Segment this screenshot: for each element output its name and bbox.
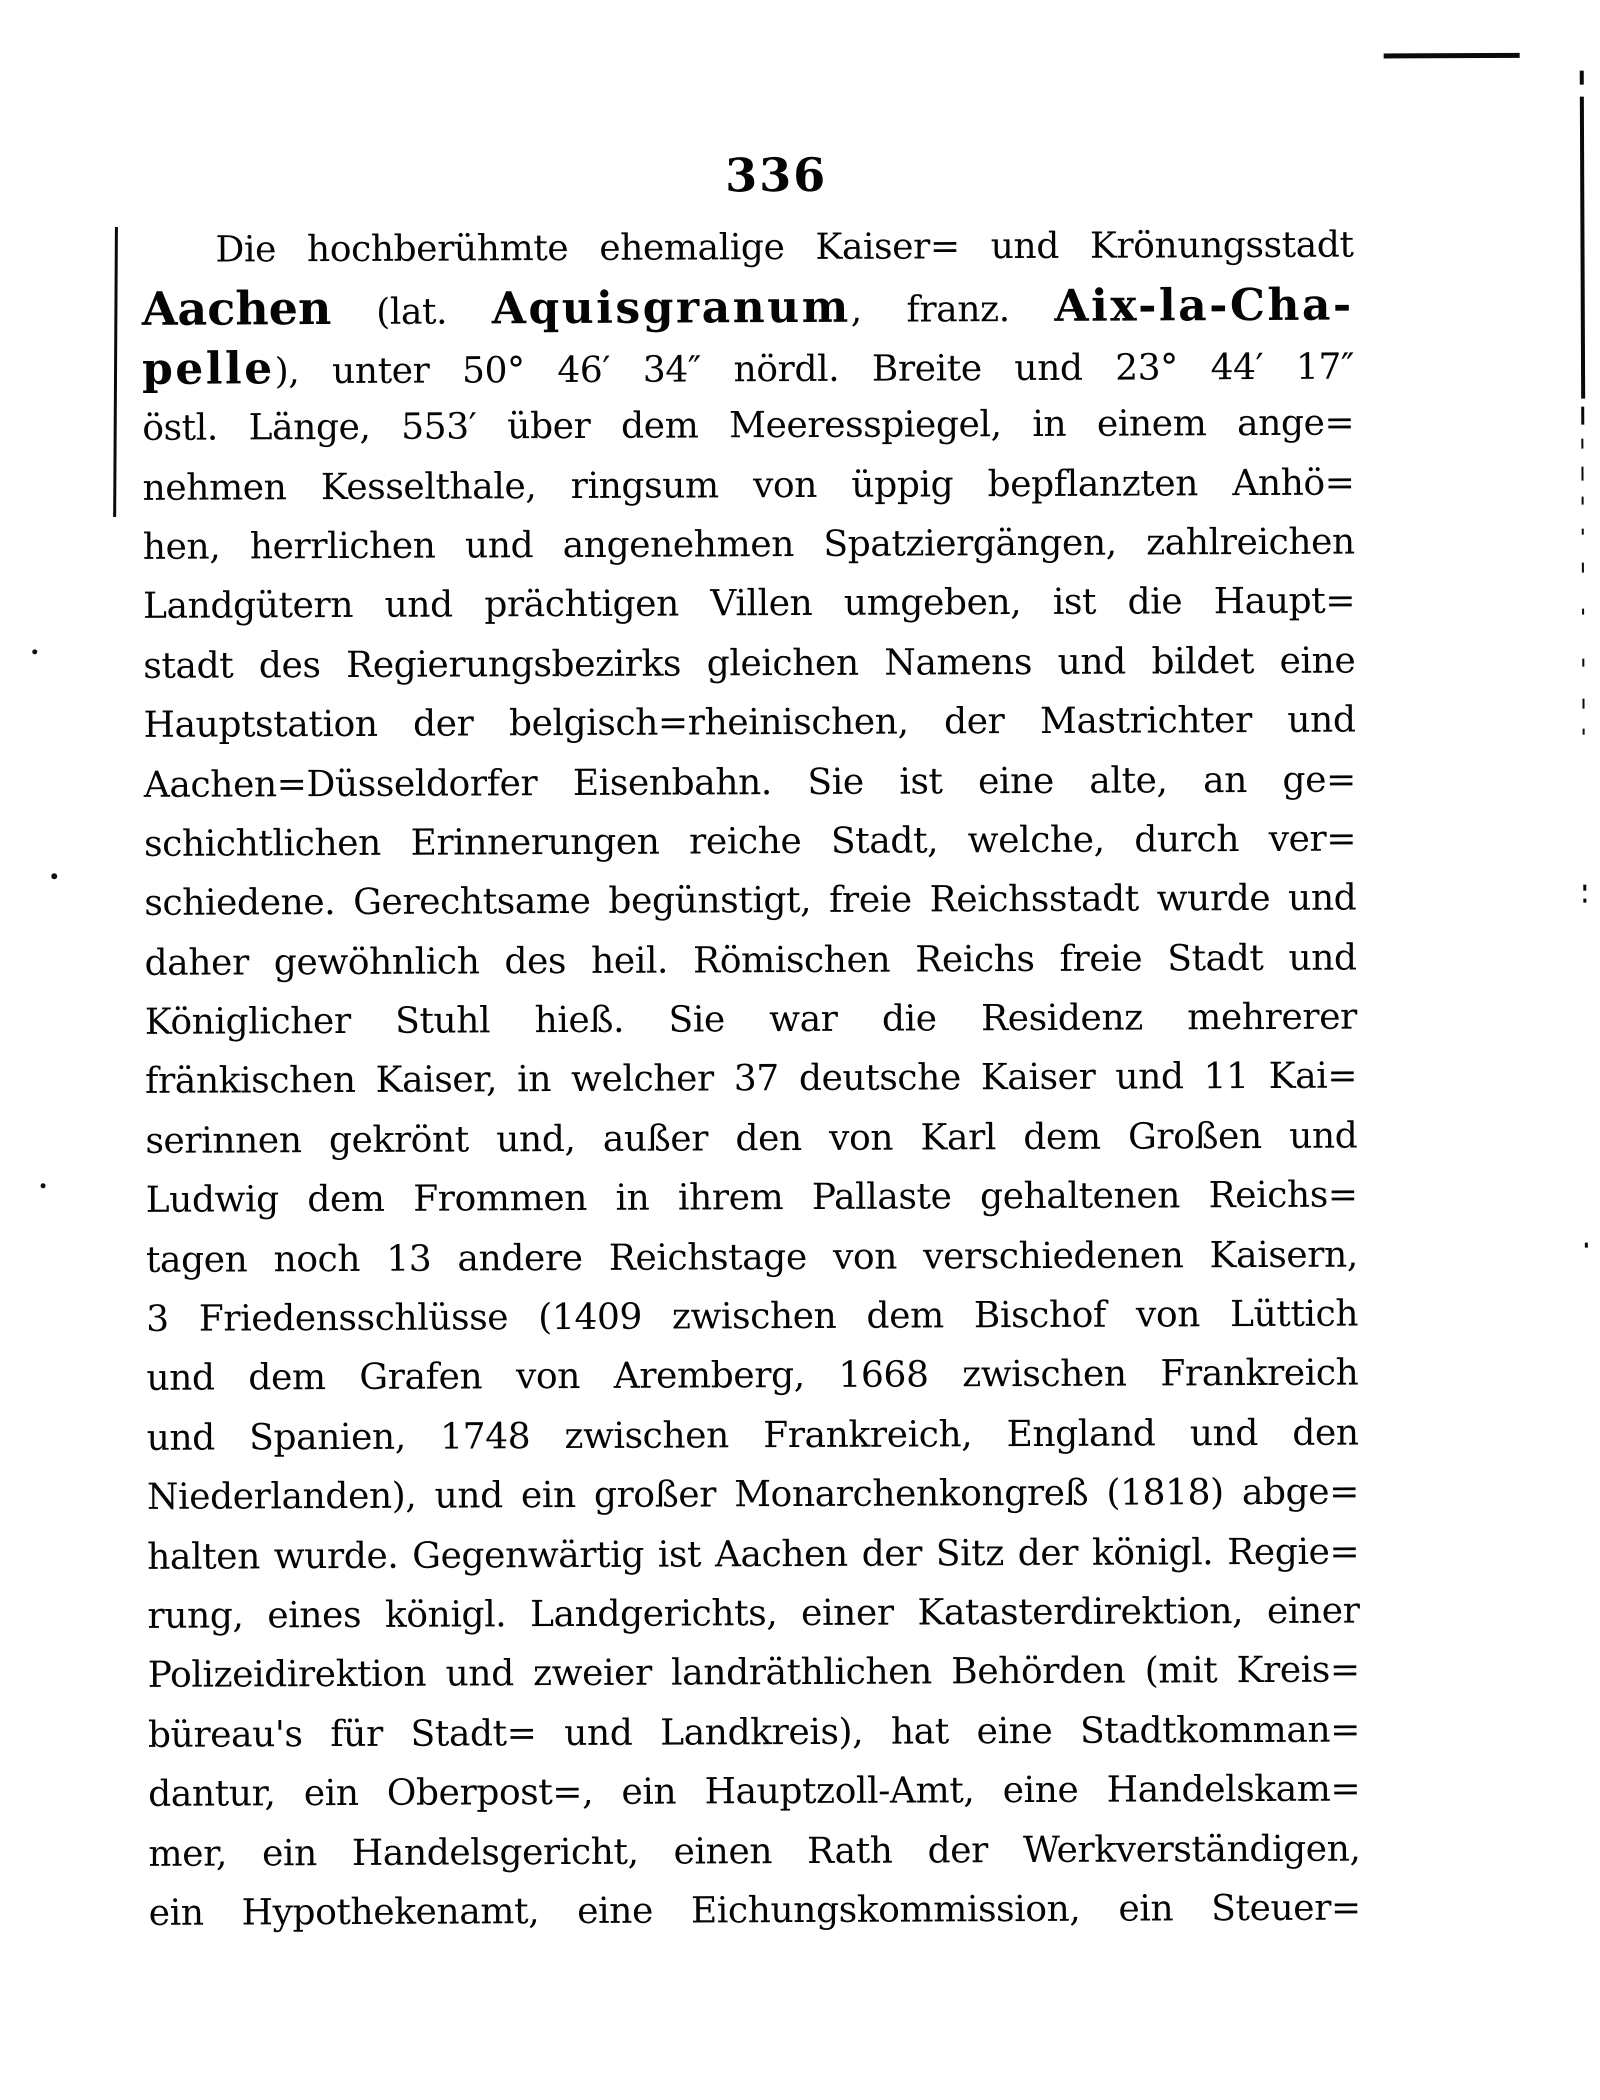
right-edge-streak	[1582, 529, 1584, 535]
text-segment: mer, ein Handelsgericht, einen Rath der Werkverständigen,	[148, 1828, 1361, 1875]
text-segment: halten wurde. Gegenwärtig ist Aachen der Sitz der königl. Regie=	[147, 1531, 1360, 1578]
right-edge-streak	[1583, 899, 1586, 903]
text-segment: Die hochberühmte ehemalige Kaiser= und Krönungsstadt	[215, 224, 1354, 271]
text-segment: Landgütern und prächtigen Villen umgeben, ist die Haupt=	[142, 580, 1356, 628]
text-segment: pelle	[141, 343, 275, 395]
right-edge-streak	[1582, 659, 1584, 667]
text-segment: büreau's für Stadt= und Landkreis), hat eine Stadtkomman=	[147, 1709, 1361, 1756]
text-segment: nehmen Kesselthale, ringsum von üppig bepflanzten Anhö=	[142, 462, 1355, 509]
text-line	[142, 453, 1354, 518]
right-edge-streak	[1582, 609, 1584, 615]
text-segment: 3 Friedensschlüsse (1409 zwischen dem Bischof von Lüttich	[146, 1293, 1359, 1340]
text-segment: rung, eines königl. Landgerichts, einer Katasterdirektion, einer	[147, 1590, 1360, 1637]
text-segment: hen, herrlichen und angenehmen Spatziergängen, zahlreichen	[142, 521, 1355, 568]
paper-speck	[32, 649, 37, 654]
right-edge-streak	[1582, 497, 1584, 505]
text-line	[148, 1819, 1360, 1884]
text-block	[141, 216, 1361, 1944]
text-line	[142, 334, 1354, 399]
text-line	[144, 809, 1356, 874]
text-segment: fränkischen Kaiser, in welcher 37 deutsche Kaiser und 11 Kai=	[145, 1056, 1358, 1103]
text-segment: Niederlanden), und ein großer Monarchenkongreß (1818) abge=	[146, 1471, 1360, 1519]
text-segment: schichtlichen Erinnerungen reiche Stadt, welche, durch ver=	[144, 818, 1357, 865]
paper-speck	[41, 1183, 46, 1188]
text-segment: östl. Länge, 553′ über dem Meeresspiegel, in einem ange=	[142, 402, 1355, 450]
text-line	[146, 1166, 1358, 1231]
right-edge-streak	[1585, 1243, 1588, 1248]
text-line	[146, 1344, 1358, 1409]
page-number: 336	[725, 147, 828, 203]
text-line	[148, 1760, 1360, 1825]
text-segment: tagen noch 13 andere Reichstage von verschiedenen Kaisern,	[145, 1234, 1358, 1281]
right-edge-streak	[1581, 439, 1583, 449]
right-edge-streak	[1583, 885, 1586, 891]
text-line	[149, 1878, 1361, 1943]
text-segment: Königlicher Stuhl hieß. Sie war die Residenz mehrerer	[144, 996, 1357, 1043]
text-line	[147, 1403, 1359, 1468]
text-segment: serinnen gekrönt und, außer den von Karl dem Großen und	[145, 1115, 1358, 1162]
text-segment: Aachen	[141, 281, 332, 337]
text-line	[142, 275, 1354, 340]
text-segment: ), unter 50° 46′ 34″ nördl. Breite und 23° 44′ 17″	[274, 346, 1355, 393]
top-right-rule-mark	[1384, 53, 1520, 59]
text-line	[147, 1463, 1359, 1528]
text-segment: Ludwig dem Frommen in ihrem Pallaste gehaltenen Reichs=	[145, 1174, 1358, 1222]
right-edge-streak	[1582, 699, 1584, 709]
text-line	[144, 750, 1356, 815]
text-line	[144, 869, 1356, 934]
text-segment: stadt des Regierungsbezirks gleichen Namens und bildet eine	[143, 640, 1356, 687]
text-segment: , franz.	[850, 289, 1055, 332]
text-line	[148, 1641, 1360, 1706]
right-edge-streak	[1580, 97, 1585, 399]
text-line	[145, 988, 1357, 1053]
text-line	[143, 513, 1355, 578]
text-segment: Hauptstation der belgisch=rheinischen, der Mastrichter und	[143, 699, 1356, 746]
text-line	[148, 1700, 1360, 1765]
text-line	[146, 1225, 1358, 1290]
text-segment: Aix-la-Cha-	[1054, 279, 1354, 333]
text-segment: und Spanien, 1748 zwischen Frankreich, England und den	[146, 1412, 1359, 1459]
right-edge-streak	[1583, 729, 1585, 735]
paper-speck	[51, 873, 57, 879]
text-line	[147, 1582, 1359, 1647]
text-line	[142, 394, 1354, 459]
text-segment: und dem Grafen von Aremberg, 1668 zwischen Frankreich	[146, 1352, 1359, 1400]
text-line	[143, 691, 1355, 756]
text-line	[145, 1047, 1357, 1112]
text-line	[144, 928, 1356, 993]
text-segment: ein Hypothekenamt, eine Eichungskommission, ein Steuer=	[148, 1887, 1361, 1934]
text-line	[141, 216, 1353, 281]
right-edge-streak	[1580, 71, 1584, 85]
text-segment: (lat.	[331, 291, 492, 334]
text-line	[143, 631, 1355, 696]
text-line	[147, 1522, 1359, 1587]
text-segment: daher gewöhnlich des heil. Römischen Reichs freie Stadt und	[144, 937, 1357, 984]
right-edge-streak	[1581, 467, 1583, 481]
text-segment: Aachen=Düsseldorfer Eisenbahn. Sie ist eine alte, an ge=	[143, 759, 1356, 806]
text-line	[145, 1106, 1357, 1171]
text-segment: Polizeidirektion und zweier landräthlichen Behörden (mit Kreis=	[147, 1649, 1360, 1697]
left-margin-rule-mark	[113, 227, 118, 517]
text-line	[146, 1285, 1358, 1350]
right-edge-streak	[1581, 407, 1584, 425]
right-edge-streak	[1582, 563, 1584, 573]
text-segment: schiedene. Gerechtsame begünstigt, freie Reichsstadt wurde und	[144, 877, 1357, 925]
text-segment: Aquisgranum	[491, 282, 851, 335]
text-segment: dantur, ein Oberpost=, ein Hauptzoll-Amt, eine Handelskam=	[148, 1768, 1361, 1816]
text-line	[143, 572, 1355, 637]
